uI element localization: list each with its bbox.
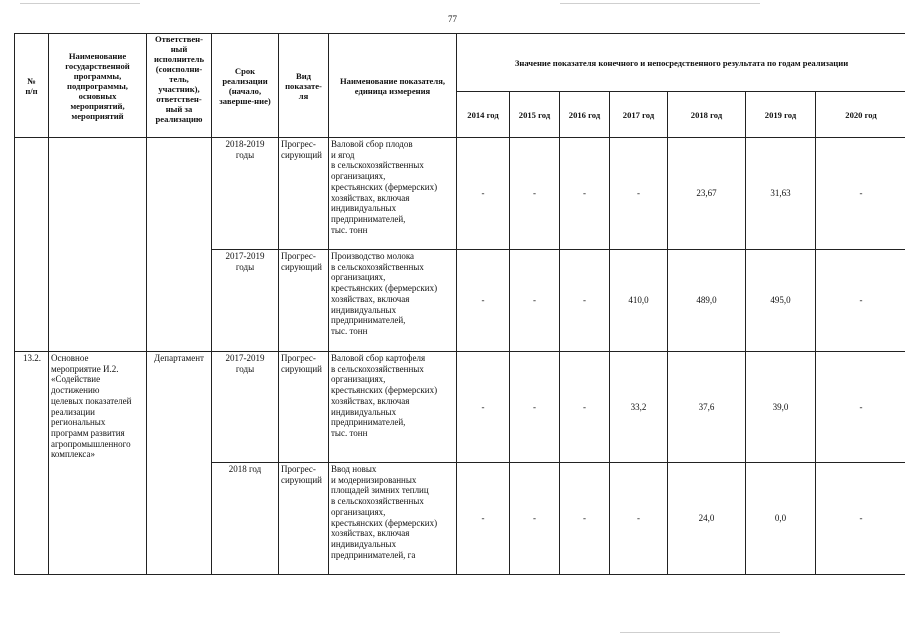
- row-indicator-type: Прогрес- сирующий: [279, 250, 329, 352]
- header-indicator-type: Вид показате- ля: [279, 34, 329, 138]
- header-year-2020: 2020 год: [816, 92, 905, 138]
- row-executor: [147, 138, 212, 352]
- row-num: 13.2.: [15, 352, 49, 575]
- value-2020: -: [816, 250, 905, 352]
- value-2016: -: [560, 463, 610, 575]
- header-year-2018: 2018 год: [668, 92, 746, 138]
- row-term: 2017-2019 годы: [212, 352, 279, 463]
- row-indicator-type: Прогрес- сирующий: [279, 463, 329, 575]
- table-row: [15, 138, 905, 250]
- header-year-2016: 2016 год: [560, 92, 610, 138]
- page-number: 77: [448, 14, 457, 24]
- scan-line-top-left: [20, 3, 140, 4]
- row-indicator-type: Прогрес- сирующий: [279, 138, 329, 250]
- header-program-name: Наименование государственной программы, подпрограммы, основных мероприятий, мероприятий: [49, 34, 147, 138]
- row-indicator-name: Производство молока в сельскохозяйственных организациях, крестьянских (фермерских) хозяйствах, включая индивидуальных предпринимателей, тыс. тонн: [329, 250, 457, 352]
- value-2016: -: [560, 138, 610, 250]
- value-2018: 23,67: [668, 138, 746, 250]
- row-indicator-name: Ввод новых и модернизированных площадей зимних теплиц в сельскохозяйственных организациях, крестьянских (фермерских) хозяйствах, включая индивидуальных предпринимателей, га: [329, 463, 457, 575]
- value-2018: 489,0: [668, 250, 746, 352]
- row-program: Основное мероприятие И.2. «Содействие достижению целевых показателей реализации региональных программ развития агропромышленного комплекса»: [49, 352, 147, 575]
- value-2016: -: [560, 250, 610, 352]
- value-2017: -: [610, 138, 668, 250]
- value-2020: -: [816, 463, 905, 575]
- value-2017: 410,0: [610, 250, 668, 352]
- value-2020: -: [816, 138, 905, 250]
- row-program: [49, 138, 147, 352]
- header-indicator-name: Наименование показателя, единица измерения: [329, 34, 457, 138]
- scan-line-top-right: [560, 3, 760, 4]
- value-2017: 33,2: [610, 352, 668, 463]
- header-values-group: Значение показателя конечного и непосредственного результата по годам реализации: [457, 34, 905, 92]
- value-2014: -: [457, 352, 510, 463]
- value-2019: 495,0: [746, 250, 816, 352]
- header-executor: Ответствен- ный исполнитель (соисполни- тель, участник), ответствен- ный за реализацию: [147, 34, 212, 138]
- value-2014: -: [457, 250, 510, 352]
- header-year-2014: 2014 год: [457, 92, 510, 138]
- header-year-2017: 2017 год: [610, 92, 668, 138]
- value-2018: 37,6: [668, 352, 746, 463]
- row-executor: Департамент: [147, 352, 212, 575]
- value-2015: -: [510, 138, 560, 250]
- row-term: 2017-2019 годы: [212, 250, 279, 352]
- row-indicator-type: Прогрес- сирующий: [279, 352, 329, 463]
- row-indicator-name: Валовой сбор картофеля в сельскохозяйственных организациях, крестьянских (фермерских) хозяйствах, включая индивидуальных предпринимателей, тыс. тонн: [329, 352, 457, 463]
- value-2016: -: [560, 352, 610, 463]
- row-term: 2018-2019 годы: [212, 138, 279, 250]
- value-2015: -: [510, 463, 560, 575]
- value-2020: -: [816, 352, 905, 463]
- header-year-2019: 2019 год: [746, 92, 816, 138]
- value-2014: -: [457, 138, 510, 250]
- scan-line-bottom-right: [620, 632, 780, 633]
- value-2015: -: [510, 352, 560, 463]
- value-2019: 0,0: [746, 463, 816, 575]
- value-2019: 39,0: [746, 352, 816, 463]
- row-num: [15, 138, 49, 352]
- row-indicator-name: Валовой сбор плодов и ягод в сельскохозяйственных организациях, крестьянских (фермерских) хозяйствах, включая индивидуальных предпринимателей, тыс. тонн: [329, 138, 457, 250]
- indicators-table: [14, 33, 905, 575]
- value-2018: 24,0: [668, 463, 746, 575]
- value-2017: -: [610, 463, 668, 575]
- header-num: № п/п: [15, 34, 49, 138]
- header-term: Срок реализации (начало, заверше-ние): [212, 34, 279, 138]
- value-2019: 31,63: [746, 138, 816, 250]
- value-2014: -: [457, 463, 510, 575]
- header-year-2015: 2015 год: [510, 92, 560, 138]
- row-term: 2018 год: [212, 463, 279, 575]
- table-row: [15, 352, 905, 463]
- value-2015: -: [510, 250, 560, 352]
